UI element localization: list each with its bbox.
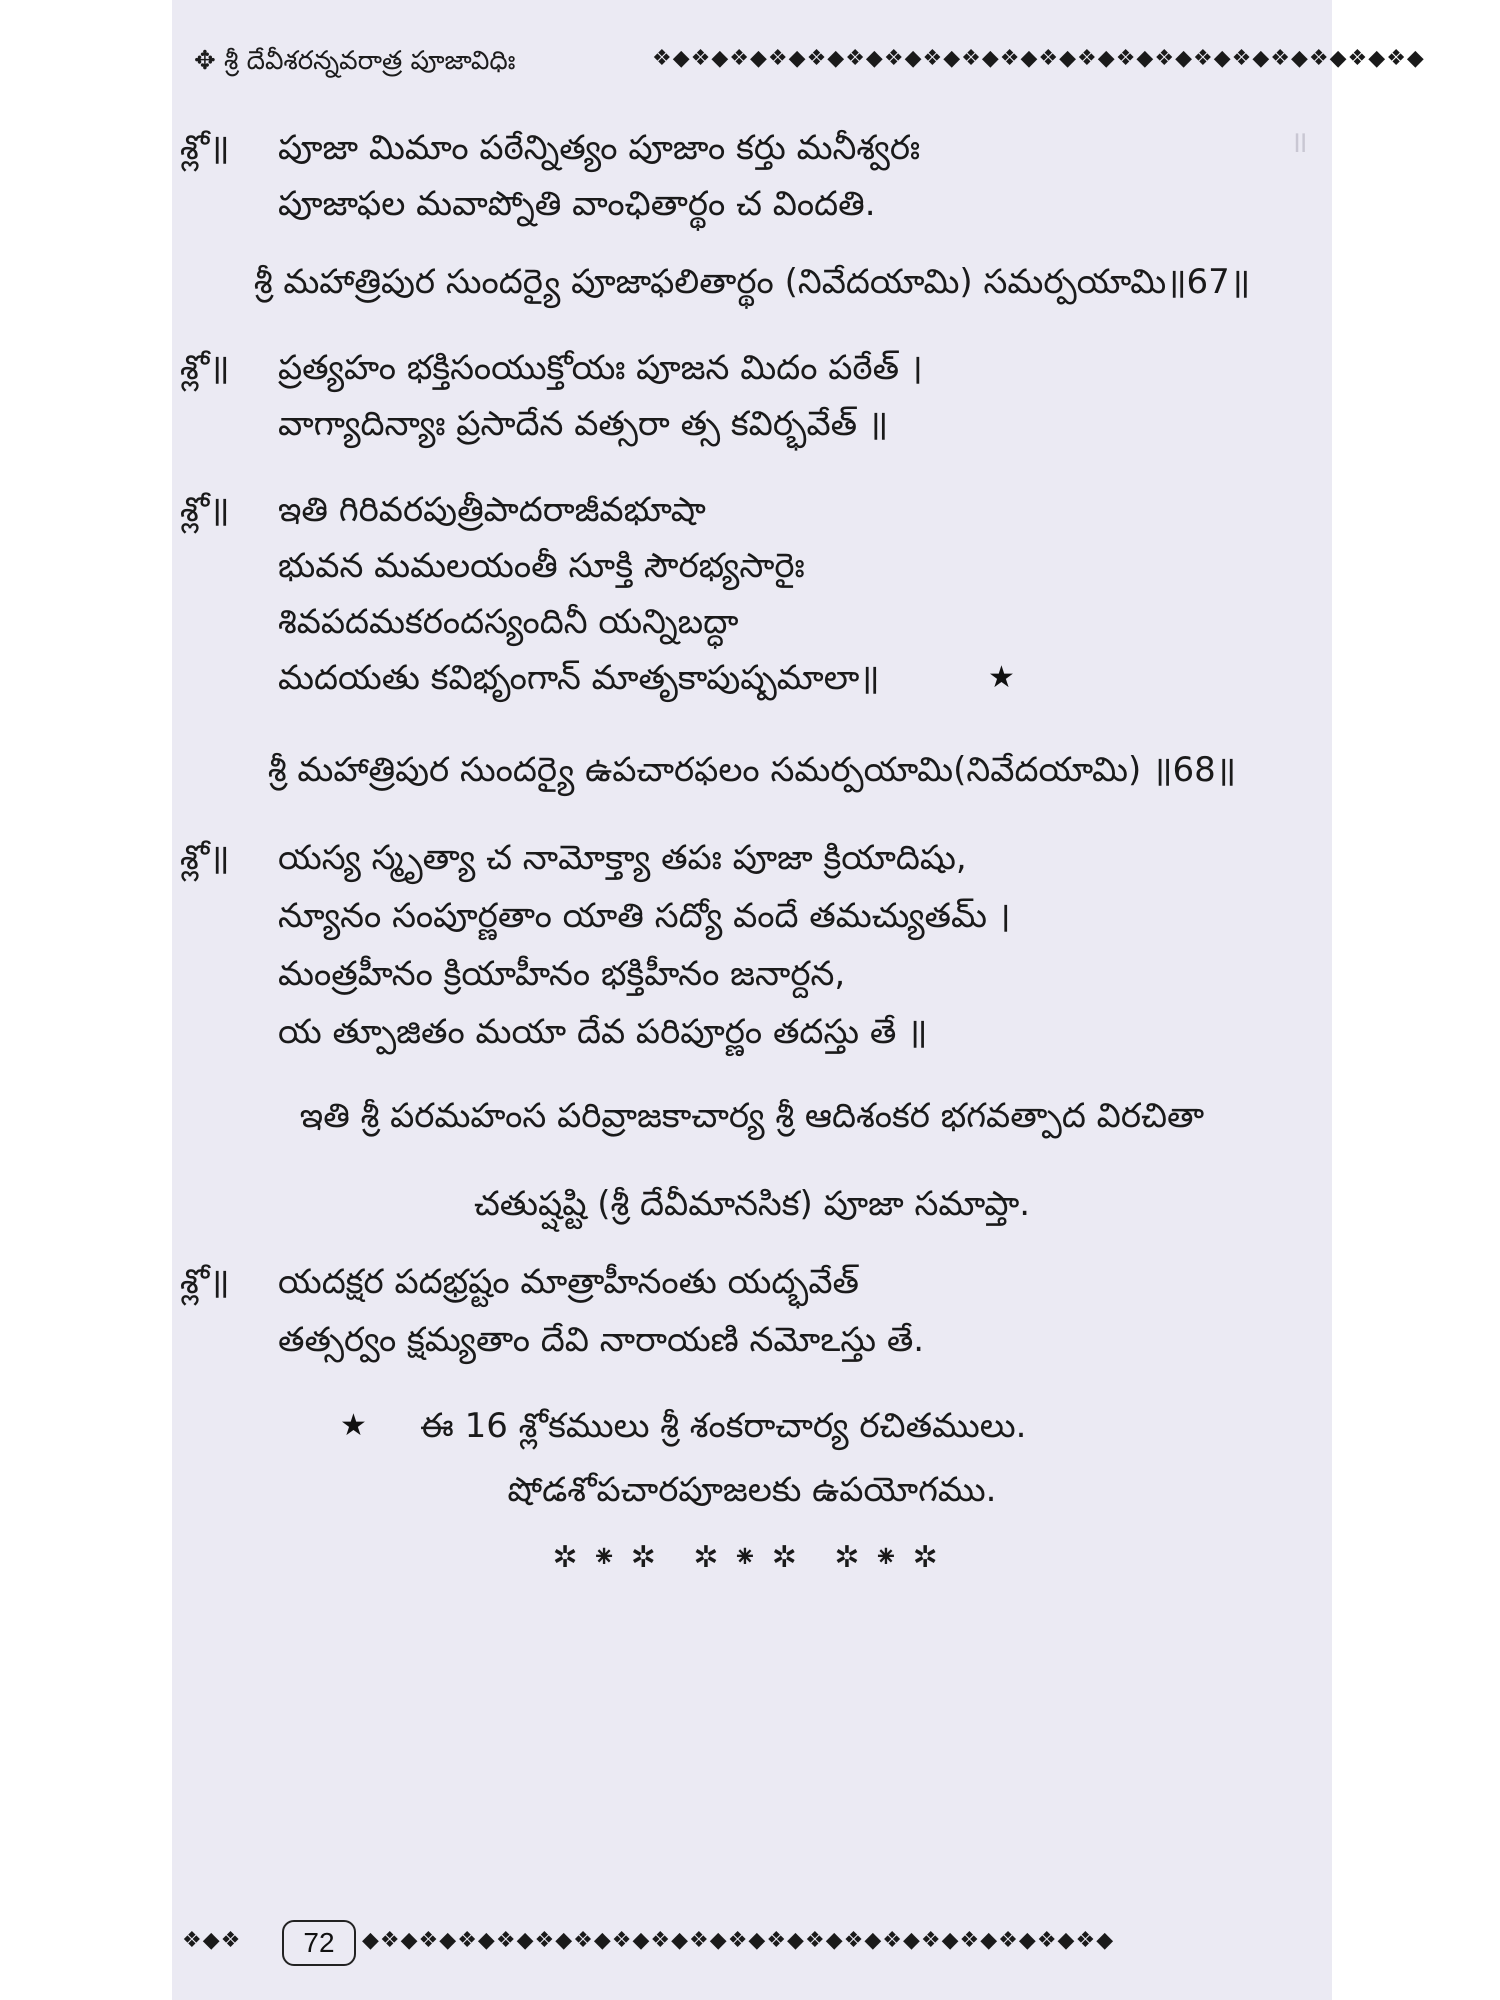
verse-line: పూజా మిమాం పఠేన్నిత్యం పూజాం కర్తు మనీశ్వరః	[278, 128, 921, 168]
verse-line: తత్సర్వం క్షమ్యతాం దేవి నారాయణి నమోఽస్తు తే.	[278, 1320, 925, 1360]
note-line: షోడశోపచారపూజలకు ఉపయోగము.	[507, 1470, 997, 1510]
offering-line-67: శ్రీ మహాత్రిపుర సుందర్యై పూజాఫలితార్థం (నివేదయామి) సమర్పయామి॥67॥	[253, 262, 1251, 302]
colophon-line: చతుష్షష్టి (శ్రీ దేవీమానసిక) పూజా సమాప్తా.	[473, 1184, 1031, 1224]
sloka-marker: శ్లో॥	[180, 490, 230, 530]
flower-ornament: ✲⁕✲ ✲⁕✲ ✲⁕✲	[552, 1540, 952, 1575]
book-page	[172, 0, 1425, 2000]
note-block	[172, 1402, 1332, 1450]
verse-line: పూజాఫల మవాప్నోతి వాంఛితార్థం చ విందతి.	[278, 184, 876, 224]
page-header	[182, 44, 1425, 84]
verse-line: య త్పూజితం మయా దేవ పరిపూర్ణం తదస్తు తే ॥	[278, 1012, 928, 1052]
footer-diamond-border: ❖◆❖	[182, 1928, 242, 1953]
offering-line-68: శ్రీ మహాత్రిపుర సుందర్యై ఉపచారఫలం సమర్పయామి(నివేదయామి) ॥68॥	[267, 750, 1237, 790]
sloka-2	[180, 348, 1320, 458]
verse-line: యస్య స్మృత్యా చ నామోక్త్యా తపః పూజా క్రియాదిషు,	[278, 838, 967, 878]
running-title: ✥ శ్రీ దేవీశరన్నవరాత్ర పూజావిధిః	[194, 46, 516, 76]
bleed-through: ॥	[1290, 125, 1308, 160]
verse-line: శివపదమకరందస్యందినీ యన్నిబద్ధా	[278, 602, 739, 642]
footer-diamond-border: ◆❖◆❖◆❖◆❖◆❖◆❖◆❖◆❖◆❖◆❖◆❖◆❖◆❖◆❖◆❖◆❖◆❖◆❖◆❖◆	[362, 1928, 1115, 1953]
sloka-3	[180, 490, 1320, 710]
verse-line: ఇతి గిరివరపుత్రీపాదరాజీవభూషా	[278, 490, 706, 530]
verse-line: న్యూనం సంపూర్ణతాం యాతి సద్యో వందే తమచ్యుతమ్ ।	[278, 896, 1011, 936]
sloka-4	[180, 838, 1320, 1068]
page-footer	[182, 1920, 1322, 1970]
verse-line: ప్రత్యహం భక్తిసంయుక్తోయః పూజన మిదం పఠేత్ ।	[278, 348, 923, 388]
star-icon: ★	[340, 1408, 367, 1443]
star-icon: ★	[988, 660, 1015, 695]
sloka-marker: శ్లో॥	[180, 128, 230, 168]
sloka-marker: శ్లో॥	[180, 838, 230, 878]
verse-line: యదక్షర పదభ్రష్టం మాత్రాహీనంతు యద్భవేత్	[278, 1262, 859, 1302]
sloka-1	[180, 128, 1320, 238]
verse-line: భువన మమలయంతీ సూక్తి సౌరభ్యసారైః	[278, 546, 805, 586]
sloka-5	[180, 1262, 1320, 1372]
verse-line: మంత్రహీనం క్రియాహీనం భక్తిహీనం జనార్దన,	[278, 954, 846, 994]
verse-line: వాగ్యాదిన్యాః ప్రసాదేన వత్సరా త్స కవిర్భవేత్ ॥	[278, 404, 889, 444]
note-line: ఈ 16 శ్లోకములు శ్రీ శంకరాచార్య రచితములు.	[420, 1406, 1027, 1446]
sloka-marker: శ్లో॥	[180, 1262, 230, 1302]
colophon-line: ఇతి శ్రీ పరమహంస పరివ్రాజకాచార్య శ్రీ ఆదిశంకర భగవత్పాద విరచితా	[299, 1096, 1205, 1136]
verse-line: మదయతు కవిభృంగాన్ మాతృకాపుష్పమాలా॥	[278, 658, 880, 698]
header-diamond-border: ❖◆❖◆❖◆❖◆❖◆❖◆❖◆❖◆❖◆❖◆❖◆❖◆❖◆❖◆❖◆❖◆❖◆❖◆❖◆❖◆	[652, 46, 1425, 71]
page-number: 72	[282, 1920, 356, 1966]
sloka-marker: శ్లో॥	[180, 348, 230, 388]
